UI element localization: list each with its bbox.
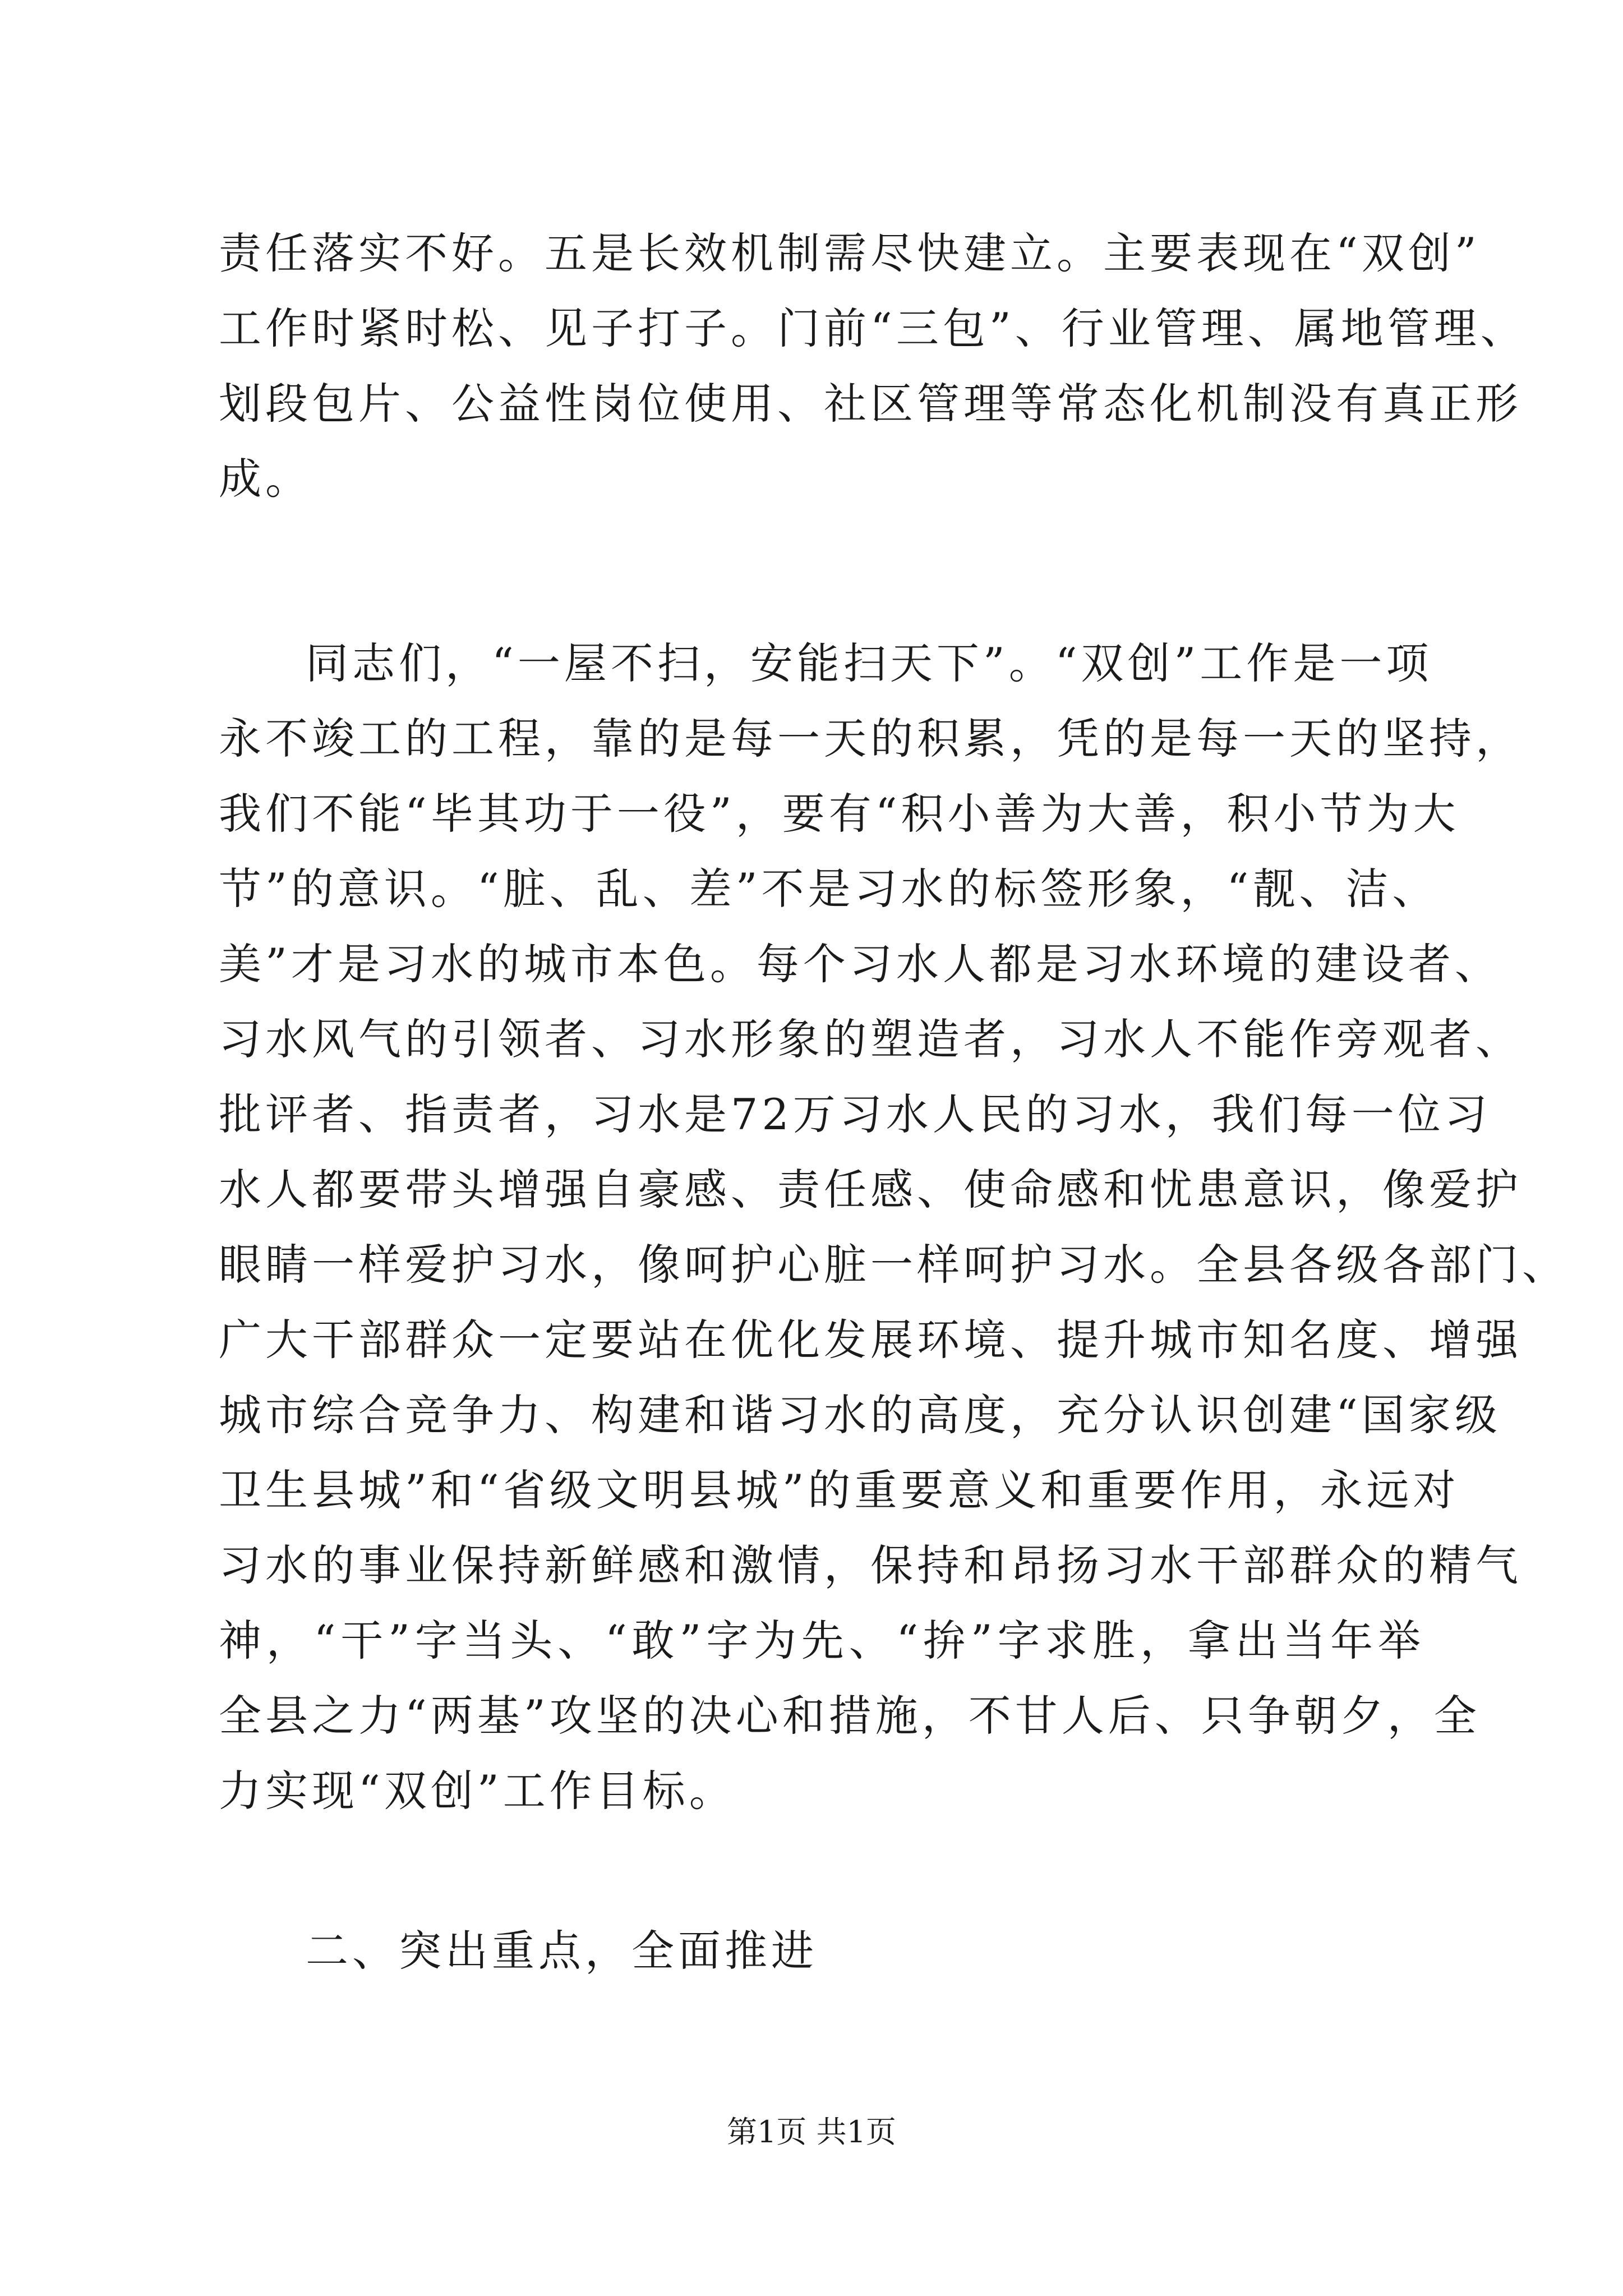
text-line-18: 神，“干”字当头、“敢”字为先、“拚”字求胜，拿出当年举 [219,1616,1424,1665]
text-line-19: 全县之力“两基”攻坚的决心和措施，不甘人后、只争朝夕，全 [219,1691,1481,1741]
text-line-11: 批评者、指责者，习水是72万习水人民的习水，我们每一位习 [219,1089,1491,1139]
text-line-7: 我们不能“毕其功于一役”，要有“积小善为大善，积小节为大 [219,789,1460,839]
text-line-9: 美”才是习水的城市本色。每个习水人都是习水环境的建设者、 [219,939,1501,989]
text-line-5: 同志们，“一屋不扫，安能扫天下”。“双创”工作是一项 [306,638,1433,688]
text-line-6: 永不竣工的工程，靠的是每一天的积累，凭的是每一天的坚持， [219,714,1522,763]
text-line-15: 城市综合竞争力、构建和谐习水的高度，充分认识创建“国家级 [219,1390,1501,1440]
text-line-13: 眼睛一样爱护习水，像呵护心脏一样呵护习水。全县各级各部门、 [219,1240,1569,1290]
text-line-3: 划段包片、公益性岗位使用、社区管理等常态化机制没有真正形 [219,379,1522,429]
section-heading: 二、突出重点，全面推进 [306,1926,818,1976]
text-line-12: 水人都要带头增强自豪感、责任感、使命感和忧患意识，像爱护 [219,1165,1522,1214]
text-line-10: 习水风气的引领者、习水形象的塑造者，习水人不能作旁观者、 [219,1014,1522,1064]
page-number: 第1页 共1页 [727,2114,896,2150]
text-line-14: 广大干部群众一定要站在优化发展环境、提升城市知名度、增强 [219,1315,1522,1365]
text-line-17: 习水的事业保持新鲜感和激情，保持和昂扬习水干部群众的精气 [219,1540,1522,1590]
text-line-2: 工作时紧时松、见子打子。门前“三包”、行业管理、属地管理、 [219,303,1527,353]
text-line-8: 节”的意识。“脏、乱、差”不是习水的标签形象，“靓、洁、 [219,864,1439,914]
text-line-20: 力实现“双创”工作目标。 [219,1766,736,1816]
text-line-4: 成。 [219,454,312,504]
text-line-1: 责任落实不好。五是长效机制需尽快建立。主要表现在“双创” [219,228,1481,278]
text-line-16: 卫生县城”和“省级文明县城”的重要意义和重要作用，永远对 [219,1465,1460,1515]
